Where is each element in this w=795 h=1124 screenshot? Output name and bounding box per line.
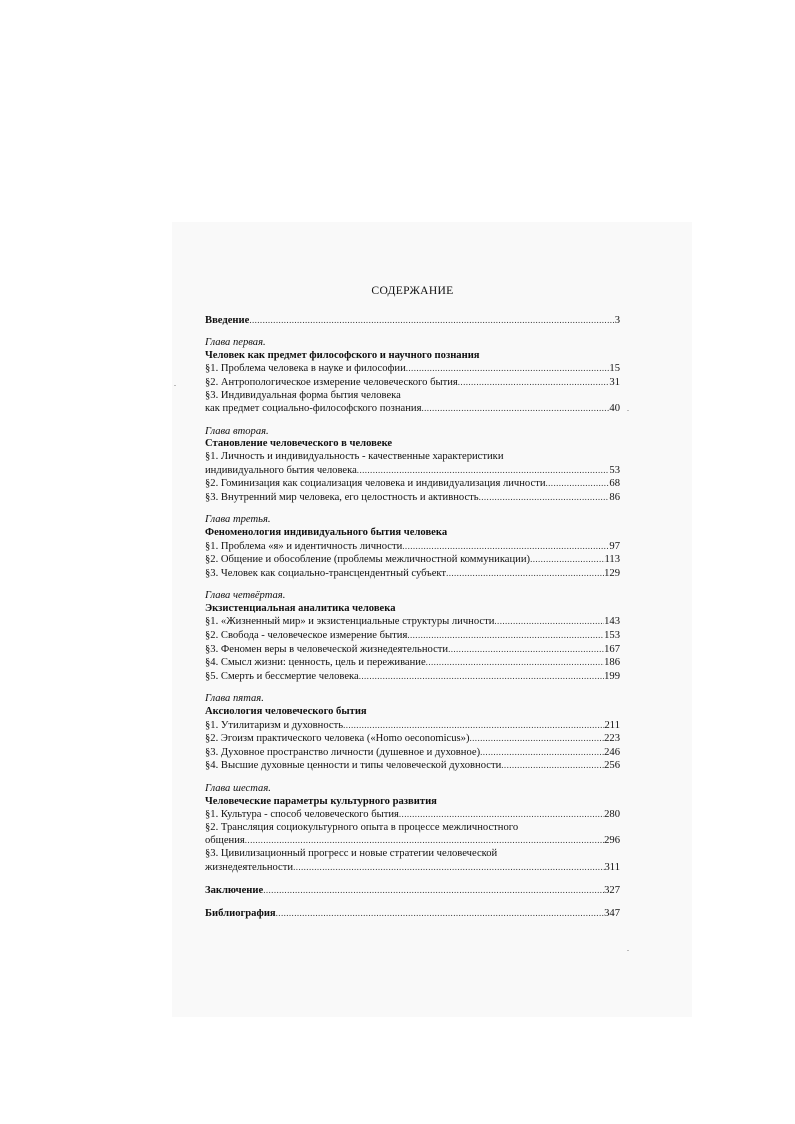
page-number: 296 [604, 835, 620, 847]
toc-entry[interactable] [205, 376, 620, 390]
leader-dots [407, 629, 604, 642]
toc-entry-label: Введение [205, 314, 250, 326]
toc-entry-first-line: §1. Личность и индивидуальность - качественные характеристики [205, 450, 504, 462]
scan-speck [627, 410, 629, 411]
toc-entry-label: §2. Свобода - человеческое измерение бытия [205, 630, 408, 642]
chapter-title[interactable]: Феноменология индивидуального бытия человека [205, 526, 448, 538]
chapter-title[interactable]: Становление человеческого в человеке [205, 438, 393, 450]
toc-entry-label: §2. Гоминизация как социализация человека и индивидуализация личности [205, 478, 546, 490]
toc-entry[interactable] [205, 567, 620, 581]
chapter-title[interactable]: Экзистенциальная аналитика человека [205, 602, 396, 614]
leader-dots [480, 746, 604, 759]
toc-entry-conclusion[interactable] [205, 884, 620, 898]
chapter-block [205, 514, 620, 580]
page-number: 311 [604, 861, 620, 873]
toc-entry[interactable] [205, 402, 620, 416]
toc-entry[interactable] [205, 861, 620, 875]
leader-dots [446, 567, 604, 580]
toc-entry[interactable] [205, 732, 620, 746]
toc-entry-label: §2. Эгоизм практического человека («Homo oeconomicus») [205, 733, 470, 745]
leader-dots [470, 732, 605, 745]
toc-entry-label: §1. «Жизненный мир» и экзистенциальные структуры личности [205, 616, 495, 628]
page-number: 129 [604, 567, 620, 579]
toc-entry[interactable] [205, 808, 620, 822]
leader-dots [448, 643, 604, 656]
toc-entry[interactable] [205, 656, 620, 670]
page-number: 3 [614, 314, 620, 326]
leader-dots [293, 861, 604, 874]
chapter-label: Глава вторая. [205, 425, 269, 437]
page-number: 186 [604, 657, 620, 669]
leader-dots [421, 402, 609, 415]
chapter-title[interactable]: Аксиология человеческого бытия [205, 706, 367, 718]
page-number: 31 [609, 376, 620, 388]
page-number: 143 [604, 616, 620, 628]
chapter-block [205, 783, 620, 874]
toc-entry-first-line: §3. Цивилизационный прогресс и новые стратегии человеческой [205, 847, 498, 859]
chapter-list [205, 337, 620, 874]
toc-entry-label: общения [205, 835, 245, 847]
toc-entry-label: индивидуального бытия человека [205, 464, 357, 476]
toc-entry-first-line: §3. Индивидуальная форма бытия человека [205, 389, 401, 401]
toc-entry[interactable] [205, 477, 620, 491]
toc-entry-label: §4. Высшие духовные ценности и типы человеческой духовности [205, 760, 502, 772]
page-number: 53 [609, 464, 620, 476]
toc-entry[interactable] [205, 362, 620, 376]
toc-entry-label: §3. Феномен веры в человеческой жизнедеятельности [205, 643, 449, 655]
leader-dots [494, 615, 604, 628]
page-number: 347 [604, 907, 620, 919]
leader-dots [479, 491, 610, 504]
chapter-label: Глава третья. [205, 514, 271, 526]
toc-entry[interactable] [205, 834, 620, 848]
leader-dots [357, 464, 610, 477]
table-of-contents [205, 285, 620, 920]
leader-dots [343, 719, 604, 732]
chapter-label: Глава шестая. [205, 783, 271, 794]
toc-entry[interactable] [205, 491, 620, 505]
toc-entry-label: §2. Антропологическое измерение человеческого бытия [205, 376, 458, 388]
toc-entry-first-line: §2. Трансляция социокультурного опыта в процессе межличностного [205, 821, 519, 833]
toc-entry-label: как предмет социально-философского познания [205, 403, 422, 415]
toc-entry-label: §3. Человек как социально-трансцендентный субъект [205, 567, 447, 579]
page-number: 68 [609, 478, 620, 490]
toc-entry[interactable] [205, 719, 620, 733]
toc-entry[interactable] [205, 615, 620, 629]
toc-entry-label: §2. Общение и обособление (проблемы межличностной коммуникации) [205, 554, 531, 566]
leader-dots [530, 553, 604, 566]
leader-dots [245, 834, 604, 847]
toc-entry[interactable] [205, 643, 620, 657]
page-number: 86 [609, 491, 620, 503]
toc-entry[interactable] [205, 540, 620, 554]
toc-entry-label: жизнедеятельности [205, 861, 294, 873]
page-number: 280 [604, 809, 620, 821]
page-number: 211 [604, 719, 620, 731]
leader-dots [458, 376, 610, 389]
toc-entry-label: §4. Смысл жизни: ценность, цель и переживание [205, 657, 426, 669]
toc-entry-label: §3. Внутренний мир человека, его целостность и активность [205, 491, 479, 503]
leader-dots [402, 540, 609, 553]
leader-dots [263, 884, 604, 897]
page-number: 40 [609, 403, 620, 415]
toc-entry-label: §1. Утилитаризм и духовность [205, 719, 344, 731]
toc-entry-label: §3. Духовное пространство личности (душевное и духовное) [205, 746, 481, 758]
toc-entry[interactable] [205, 746, 620, 760]
leader-dots [359, 670, 604, 683]
leader-dots [249, 314, 614, 327]
toc-entry[interactable] [205, 464, 620, 478]
toc-entry-label: Библиография [205, 907, 276, 919]
toc-entry[interactable] [205, 553, 620, 567]
chapter-block [205, 590, 620, 683]
chapter-title[interactable]: Человек как предмет философского и научного познания [205, 349, 480, 361]
scan-speck [627, 950, 629, 951]
leader-dots [276, 907, 604, 920]
chapter-title[interactable]: Человеческие параметры культурного развития [205, 795, 437, 807]
chapter-label: Глава первая. [205, 337, 266, 349]
toc-entry-introduction[interactable] [205, 314, 620, 328]
toc-entry-label: §5. Смерть и бессмертие человека [205, 670, 359, 682]
leader-dots [406, 362, 610, 375]
page-number: 256 [604, 760, 620, 772]
toc-entry-label: §1. Проблема «я» и идентичность личности [205, 540, 403, 552]
toc-entry[interactable] [205, 629, 620, 643]
page-number: 199 [604, 670, 620, 682]
page-title: СОДЕРЖАНИЕ [371, 284, 454, 297]
toc-entry-label: §1. Проблема человека в науке и философии [205, 363, 406, 375]
leader-dots [501, 759, 604, 772]
toc-entry-label: Заключение [205, 885, 264, 897]
chapter-label: Глава четвёртая. [205, 590, 286, 602]
toc-entry[interactable] [205, 759, 620, 773]
toc-entry-bibliography[interactable] [205, 907, 620, 921]
toc-entry[interactable] [205, 670, 620, 684]
page-number: 113 [604, 554, 620, 566]
page-number: 246 [604, 746, 620, 758]
page-number: 223 [604, 733, 620, 745]
toc-entry-label: §1. Культура - способ человеческого бытия [205, 809, 399, 821]
page-number: 167 [604, 643, 620, 655]
scan-speck [174, 385, 176, 386]
page-number: 327 [604, 885, 620, 897]
chapter-block [205, 426, 620, 505]
page-number: 153 [604, 630, 620, 642]
page-number: 97 [609, 540, 620, 552]
leader-dots [426, 656, 604, 669]
leader-dots [546, 477, 610, 490]
chapter-block [205, 337, 620, 416]
chapter-block [205, 693, 620, 773]
page-number: 15 [609, 363, 620, 375]
chapter-label: Глава пятая. [205, 693, 264, 705]
leader-dots [399, 808, 604, 821]
